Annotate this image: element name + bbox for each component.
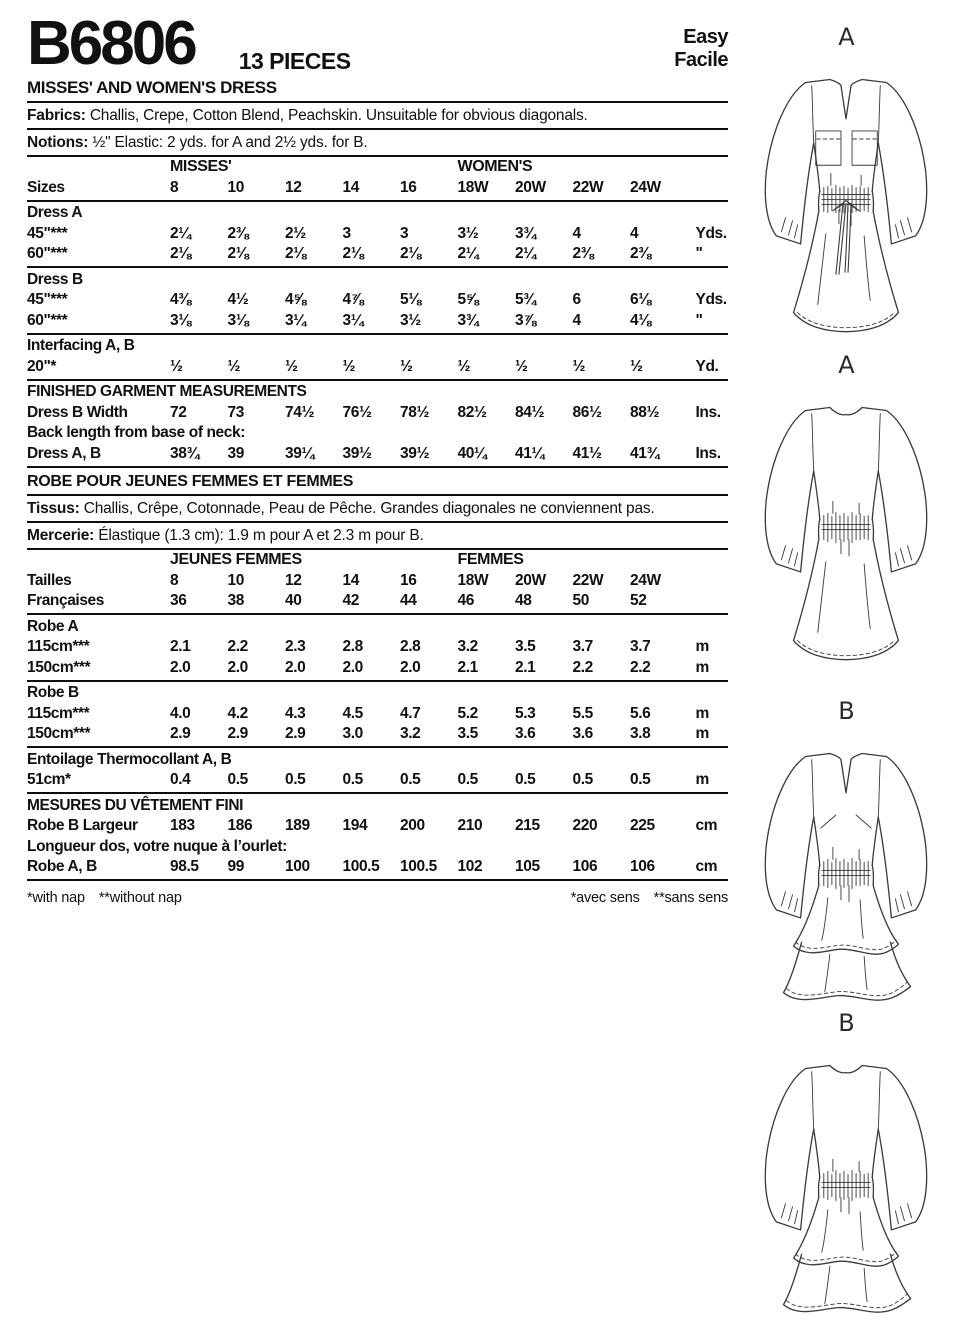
value-cell: 72	[170, 403, 187, 421]
value-cell: 4	[630, 224, 639, 242]
value-cell: 12	[285, 178, 302, 196]
value-cell: 189	[285, 817, 310, 834]
value-cell: 10	[227, 178, 244, 196]
mercerie-line	[27, 523, 728, 550]
value-cell: 0.5	[285, 771, 306, 788]
value-cell: 50	[572, 592, 589, 609]
value-cell: 3⅞	[515, 311, 536, 329]
value-cell: 100.5	[400, 858, 437, 875]
value-cell: 2¼	[457, 245, 479, 262]
value-cell: 4⅜	[170, 291, 191, 308]
value-cell: 3.0	[342, 725, 363, 742]
value-cell: 3¼	[342, 311, 364, 329]
value-cell: 20W	[515, 178, 546, 196]
value-cell: 36	[170, 592, 187, 609]
section-label: Dress A	[27, 204, 83, 221]
value-cell: 4.5	[342, 704, 363, 722]
value-cell: 2⅛	[400, 245, 421, 262]
table-rule	[27, 266, 728, 268]
value-cell: 5.5	[572, 704, 593, 722]
table-section-row	[27, 750, 728, 771]
value-cell: 220	[572, 817, 598, 834]
value-cell: 24W	[630, 178, 661, 196]
table-section-row	[27, 683, 728, 704]
yardage-table-french	[27, 550, 728, 881]
value-cell: 2.0	[170, 658, 191, 676]
value-cell: 210	[457, 817, 483, 834]
value-cell: 106	[630, 858, 655, 875]
value-cell: 2.0	[227, 658, 248, 676]
unit-cell: m	[695, 638, 709, 655]
value-cell: 5.3	[515, 704, 536, 722]
value-cell: 76½	[342, 403, 372, 421]
table-section-row	[27, 270, 728, 291]
value-cell: 4.0	[170, 704, 191, 722]
unit-cell: Ins.	[695, 403, 721, 421]
value-cell: 3¾	[515, 224, 536, 242]
value-cell: 2.1	[457, 658, 478, 676]
value-cell: 3½	[400, 311, 421, 329]
value-cell: 186	[227, 817, 253, 834]
value-cell: 38	[227, 592, 244, 609]
dress-a-back-figure	[733, 352, 960, 665]
table-rule	[27, 613, 728, 615]
value-cell: 39½	[400, 444, 429, 462]
value-cell: 4.3	[285, 704, 306, 722]
value-cell: 18W	[457, 571, 489, 589]
value-cell: 3.2	[457, 638, 478, 655]
section-label: MESURES DU VÊTEMENT FINI	[27, 796, 244, 814]
value-cell: 0.5	[342, 771, 363, 788]
value-cell: 14	[342, 178, 359, 196]
value-cell: 200	[400, 817, 425, 834]
pieces-count: 13 PIECES	[238, 48, 351, 74]
size-group-header: JEUNES FEMMES	[170, 551, 302, 568]
value-cell: 88½	[630, 403, 659, 421]
fabrics-label: Fabrics:	[27, 106, 86, 124]
row-label: 115cm***	[27, 638, 90, 655]
row-label: Robe A, B	[27, 858, 97, 875]
section-label: Robe A	[27, 617, 79, 635]
value-cell: 5.6	[630, 704, 651, 722]
row-label: 115cm***	[27, 704, 90, 722]
text-column	[27, 9, 728, 906]
value-cell: 2.2	[227, 638, 248, 655]
table-data-row	[27, 224, 728, 245]
value-cell: 4½	[227, 291, 249, 308]
value-cell: 84½	[515, 403, 544, 421]
value-cell: 41¼	[515, 444, 544, 462]
unit-cell: Ins.	[695, 444, 721, 462]
table-data-row	[27, 816, 728, 837]
value-cell: 4.7	[400, 704, 421, 722]
footnotes	[27, 890, 728, 906]
value-cell: 0.4	[170, 771, 191, 788]
section-label: FINISHED GARMENT MEASUREMENTS	[27, 383, 307, 400]
value-cell: 3¼	[285, 311, 306, 329]
value-cell: ½	[572, 357, 586, 375]
table-section-row	[27, 837, 728, 858]
value-cell: 2.0	[285, 658, 306, 676]
value-cell: 2¼	[515, 245, 536, 262]
value-cell: 0.5	[515, 771, 536, 788]
table-data-row	[27, 704, 728, 725]
mercerie-text: Élastique (1.3 cm): 1.9 m pour A et 2.3 m pour B.	[98, 526, 424, 544]
value-cell: 2⅛	[227, 245, 249, 262]
table-data-row	[27, 770, 728, 791]
notions-line	[27, 130, 728, 157]
table-data-row	[27, 444, 728, 465]
unit-cell: m	[695, 725, 709, 742]
value-cell: 3.8	[630, 725, 651, 742]
row-label: 60"***	[27, 311, 68, 329]
row-label: 60"***	[27, 245, 68, 262]
value-cell: 2.1	[515, 658, 536, 676]
row-label: Françaises	[27, 592, 104, 609]
fabrics-text: Challis, Crepe, Cotton Blend, Peachskin. Unsuitable for obvious diagonals.	[89, 106, 588, 124]
difficulty-rating	[674, 26, 728, 72]
value-cell: 2⅛	[170, 245, 191, 262]
table-data-row	[27, 724, 728, 745]
unit-cell: cm	[695, 817, 718, 834]
value-cell: 20W	[515, 571, 546, 589]
value-cell: ½	[227, 357, 241, 375]
value-cell: 3⅛	[227, 311, 249, 329]
difficulty-english: Easy	[683, 26, 728, 48]
value-cell: 6	[572, 291, 581, 308]
row-label: Dress A, B	[27, 444, 101, 462]
row-label: 150cm***	[27, 725, 91, 742]
value-cell: 2.2	[572, 658, 593, 676]
value-cell: 3.7	[630, 638, 651, 655]
value-cell: 44	[400, 592, 417, 609]
table-data-row	[27, 637, 728, 658]
dress-a-front-illustration	[733, 52, 960, 337]
value-cell: 3⅛	[170, 311, 191, 329]
value-cell: 8	[170, 178, 179, 196]
value-cell: 8	[170, 571, 179, 589]
size-group-header: MISSES'	[170, 158, 232, 175]
value-cell: 2.1	[170, 638, 191, 655]
value-cell: 12	[285, 571, 302, 589]
value-cell: 38¾	[170, 444, 199, 462]
value-cell: 4	[572, 311, 581, 329]
table-data-row	[27, 244, 728, 265]
row-label: Dress B Width	[27, 403, 128, 421]
row-label: Robe B Largeur	[27, 817, 138, 834]
value-cell: 3.6	[515, 725, 536, 742]
value-cell: 2⅜	[630, 245, 651, 262]
value-cell: 82½	[457, 403, 487, 421]
value-cell: 3.5	[515, 638, 536, 655]
value-cell: 4⅞	[342, 291, 364, 308]
mercerie-label: Mercerie:	[27, 526, 95, 544]
value-cell: 40¼	[457, 444, 487, 462]
value-cell: 0.5	[400, 771, 421, 788]
unit-cell: Yds.	[695, 291, 727, 308]
section-label: Back length from base of neck:	[27, 424, 245, 441]
unit-cell	[688, 571, 729, 592]
size-group-header-row	[27, 157, 728, 178]
size-group-header-row	[27, 550, 728, 571]
table-data-row	[27, 311, 728, 332]
header	[27, 9, 728, 78]
table-rule	[27, 879, 728, 881]
value-cell: 6⅛	[630, 291, 651, 308]
tissus-text: Challis, Crêpe, Cotonnade, Peau de Pêche. Grandes diagonales ne conviennent pas.	[83, 499, 655, 517]
value-cell: 10	[227, 571, 244, 589]
value-cell: 2.9	[285, 725, 306, 742]
value-cell: 4.2	[227, 704, 248, 722]
value-cell: 18W	[457, 178, 489, 196]
table-rule	[27, 680, 728, 682]
table-data-row	[27, 178, 728, 199]
value-cell: 48	[515, 592, 532, 609]
english-title: MISSES' AND WOMEN'S DRESS	[27, 76, 728, 103]
dress-a-front-figure	[733, 24, 960, 337]
table-section-row	[27, 336, 728, 357]
value-cell: 102	[457, 858, 483, 875]
yardage-table-english	[27, 157, 728, 468]
table-rule	[27, 333, 728, 335]
value-cell: ½	[285, 357, 298, 375]
value-cell: 2⅛	[342, 245, 364, 262]
dress-a-back-illustration	[733, 380, 960, 665]
value-cell: 100.5	[342, 858, 380, 875]
value-cell: ½	[457, 357, 471, 375]
dress-b-front-figure	[733, 698, 960, 1011]
value-cell: 3.6	[572, 725, 593, 742]
table-section-row	[27, 796, 728, 817]
value-cell: 24W	[630, 571, 661, 589]
value-cell: 215	[515, 817, 540, 834]
french-section-banner: ROBE POUR JEUNES FEMMES ET FEMMES	[27, 469, 728, 496]
table-section-row	[27, 382, 728, 403]
value-cell: ½	[400, 357, 413, 375]
value-cell: 0.5	[630, 771, 651, 788]
row-label: 150cm***	[27, 658, 91, 676]
value-cell: 100	[285, 858, 310, 875]
section-label: Dress B	[27, 270, 83, 288]
value-cell: 42	[342, 592, 359, 609]
value-cell: 5⅝	[457, 291, 479, 308]
value-cell: 2.8	[342, 638, 363, 655]
value-cell: 183	[170, 817, 195, 834]
section-label: Interfacing A, B	[27, 337, 135, 354]
footnote-french: *avec sens **sans sens	[570, 890, 728, 906]
value-cell: 3.7	[572, 638, 593, 655]
table-data-row	[27, 403, 728, 424]
section-label: Longueur dos, votre nuque à l’ourlet:	[27, 837, 287, 855]
table-section-row	[27, 203, 728, 224]
value-cell: ½	[515, 357, 528, 375]
figure-label-a-front: A	[838, 23, 855, 51]
value-cell: 4⅝	[285, 291, 306, 308]
value-cell: 3½	[457, 224, 479, 242]
table-data-row	[27, 591, 728, 612]
value-cell: 16	[400, 178, 417, 196]
row-label: 51cm*	[27, 771, 71, 788]
value-cell: 39	[227, 444, 244, 462]
unit-cell: Yd.	[695, 357, 719, 375]
figure-label-b-back: B	[838, 1009, 855, 1037]
notions-text: ½" Elastic: 2 yds. for A and 2½ yds. for B.	[92, 133, 368, 151]
unit-cell: m	[695, 658, 709, 676]
unit-cell: m	[695, 771, 709, 788]
value-cell: 3	[342, 224, 351, 242]
value-cell: 4	[572, 224, 581, 242]
unit-cell	[688, 178, 729, 199]
value-cell: 2⅜	[572, 245, 594, 262]
table-rule	[27, 792, 728, 794]
value-cell: 16	[400, 571, 417, 589]
value-cell: 2.0	[342, 658, 363, 676]
value-cell: 2¼	[170, 224, 191, 242]
section-label: Robe B	[27, 684, 79, 701]
value-cell: 14	[342, 571, 359, 589]
value-cell: ½	[170, 357, 183, 375]
value-cell: 39¼	[285, 444, 314, 462]
value-cell: 3	[400, 224, 409, 242]
value-cell: 3.2	[400, 725, 421, 742]
value-cell: 22W	[572, 571, 604, 589]
value-cell: 41½	[572, 444, 602, 462]
value-cell: 2.9	[170, 725, 191, 742]
value-cell: 40	[285, 592, 302, 609]
table-data-row	[27, 857, 728, 878]
figure-label-b-front: B	[838, 697, 855, 725]
figure-label-a-back: A	[838, 351, 855, 379]
footnote-english: *with nap **without nap	[27, 890, 182, 906]
value-cell: 86½	[572, 403, 602, 421]
value-cell: 41¾	[630, 444, 659, 462]
value-cell: 2.9	[227, 725, 248, 742]
fabrics-line	[27, 103, 728, 130]
value-cell: 2.3	[285, 638, 306, 655]
value-cell: 3¾	[457, 311, 479, 329]
table-rule	[27, 466, 728, 468]
value-cell: 194	[342, 817, 368, 834]
value-cell: 0.5	[227, 771, 248, 788]
table-data-row	[27, 571, 728, 592]
value-cell: 2.0	[400, 658, 421, 676]
size-group-header: FEMMES	[457, 551, 524, 568]
row-label: Tailles	[27, 571, 72, 589]
value-cell: 46	[457, 592, 474, 609]
row-label: Sizes	[27, 178, 65, 196]
value-cell: 73	[227, 403, 244, 421]
value-cell: 22W	[572, 178, 604, 196]
unit-cell: "	[695, 311, 703, 329]
row-label: 45"***	[27, 224, 68, 242]
value-cell: 5⅛	[400, 291, 421, 308]
value-cell: 78½	[400, 403, 429, 421]
value-cell: 98.5	[170, 858, 199, 875]
value-cell: 39½	[342, 444, 372, 462]
value-cell: 2⅜	[227, 224, 249, 242]
value-cell: 99	[227, 858, 244, 875]
table-rule	[27, 379, 728, 381]
value-cell: 52	[630, 592, 647, 609]
value-cell: ½	[342, 357, 356, 375]
dress-b-back-figure	[733, 1010, 960, 1323]
value-cell: 0.5	[457, 771, 478, 788]
value-cell: 4⅛	[630, 311, 651, 329]
unit-cell: Yds.	[695, 224, 727, 242]
table-data-row	[27, 357, 728, 378]
table-data-row	[27, 658, 728, 679]
value-cell: 5.2	[457, 704, 478, 722]
unit-cell: cm	[695, 858, 718, 875]
value-cell: 2½	[285, 224, 306, 242]
value-cell: 2.8	[400, 638, 421, 655]
value-cell: 105	[515, 858, 540, 875]
unit-cell	[688, 591, 729, 612]
value-cell: 3.5	[457, 725, 478, 742]
value-cell: 106	[572, 858, 598, 875]
notions-label: Notions:	[27, 133, 89, 151]
value-cell: 225	[630, 817, 655, 834]
unit-cell: m	[695, 704, 709, 722]
tissus-line	[27, 496, 728, 523]
pattern-number: B6806	[27, 9, 195, 78]
difficulty-french: Facile	[674, 49, 728, 71]
table-rule	[27, 746, 728, 748]
table-data-row	[27, 290, 728, 311]
row-label: 45"***	[27, 291, 68, 308]
table-rule	[27, 200, 728, 202]
dress-b-back-illustration	[733, 1038, 960, 1323]
value-cell: 2⅛	[285, 245, 306, 262]
section-label: Entoilage Thermocollant A, B	[27, 750, 232, 768]
value-cell: 5¾	[515, 291, 536, 308]
unit-cell: "	[695, 245, 703, 262]
size-group-header: WOMEN'S	[457, 158, 533, 175]
value-cell: 2.2	[630, 658, 651, 676]
row-label: 20"*	[27, 357, 57, 375]
table-section-row	[27, 617, 728, 638]
value-cell: 74½	[285, 403, 314, 421]
dress-b-front-illustration	[733, 726, 960, 1011]
tissus-label: Tissus:	[27, 499, 80, 517]
value-cell: ½	[630, 357, 643, 375]
table-section-row	[27, 423, 728, 444]
value-cell: 0.5	[572, 771, 593, 788]
